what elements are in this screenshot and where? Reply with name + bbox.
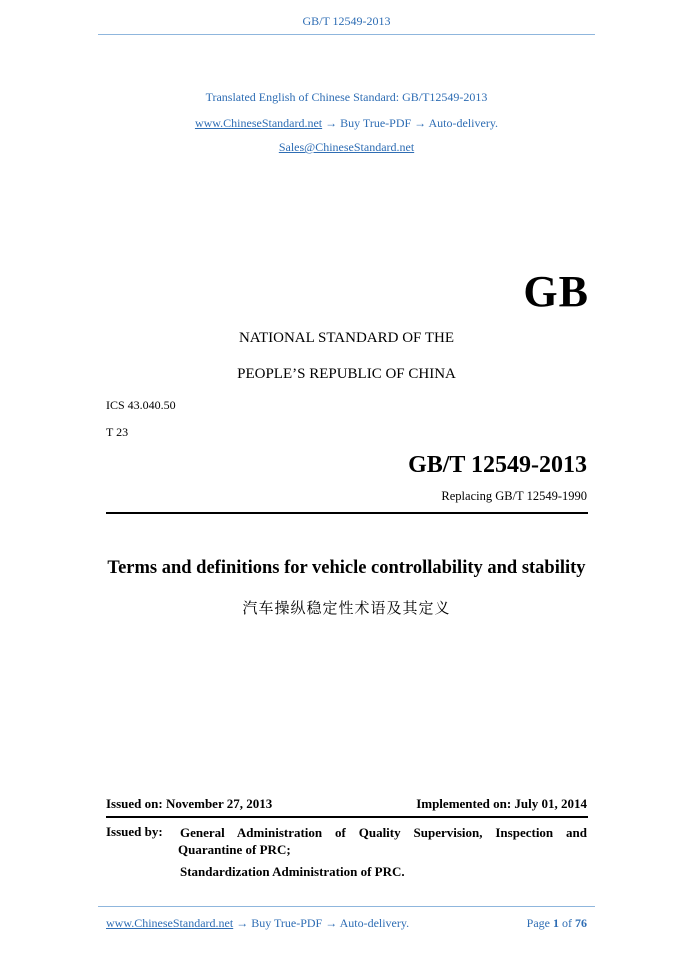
- purchase-line: [0, 116, 693, 131]
- translation-notice: Translated English of Chinese Standard: GB/T12549-2013: [205, 90, 488, 104]
- national-standard-line2: PEOPLE’S REPUBLIC OF CHINA: [237, 366, 456, 382]
- running-header: GB/T 12549-2013: [302, 14, 391, 28]
- issuer-line1-continued: Quarantine of PRC;: [178, 842, 291, 857]
- page-number: 1: [553, 916, 559, 930]
- page-word: Page: [526, 916, 553, 930]
- purchase-text: → Buy True-PDF → Auto-delivery.: [322, 116, 499, 130]
- footer-divider: [98, 906, 595, 907]
- issuer-line2: Standardization Administration of PRC.: [180, 864, 405, 879]
- issuer-line1: General Administration of Quality Supervision, Inspection and: [180, 825, 587, 840]
- header-divider: [98, 34, 595, 35]
- issued-on-date: Issued on: November 27, 2013: [106, 796, 273, 811]
- implemented-on-date: Implemented on: July 01, 2014: [416, 796, 587, 811]
- document-title-chinese: 汽车操纵稳定性术语及其定义: [242, 599, 451, 617]
- dates-rule: [106, 816, 588, 818]
- replacing-note: Replacing GB/T 12549-1990: [441, 489, 587, 503]
- site-link[interactable]: www.ChineseStandard.net: [194, 116, 323, 130]
- sales-email-link[interactable]: Sales@ChineseStandard.net: [278, 140, 415, 154]
- document-title: Terms and definitions for vehicle controllability and stability: [107, 558, 586, 578]
- footer-site-link[interactable]: www.ChineseStandard.net: [106, 916, 234, 930]
- title-top-rule: [106, 512, 588, 514]
- footer-purchase-text: → Buy True-PDF → Auto-delivery.: [233, 916, 410, 930]
- of-word: of: [559, 916, 575, 930]
- page-indicator: [527, 916, 587, 931]
- email-line: [0, 140, 693, 155]
- page-total: 76: [575, 916, 587, 930]
- gb-logo: GB: [523, 267, 589, 316]
- ics-code: ICS 43.040.50: [106, 398, 176, 412]
- standard-code: GB/T 12549-2013: [408, 452, 587, 478]
- t-code: T 23: [106, 425, 129, 439]
- footer-purchase-line: [106, 916, 409, 931]
- national-standard-line1: NATIONAL STANDARD OF THE: [238, 330, 455, 346]
- issued-by-label: Issued by:: [106, 824, 163, 839]
